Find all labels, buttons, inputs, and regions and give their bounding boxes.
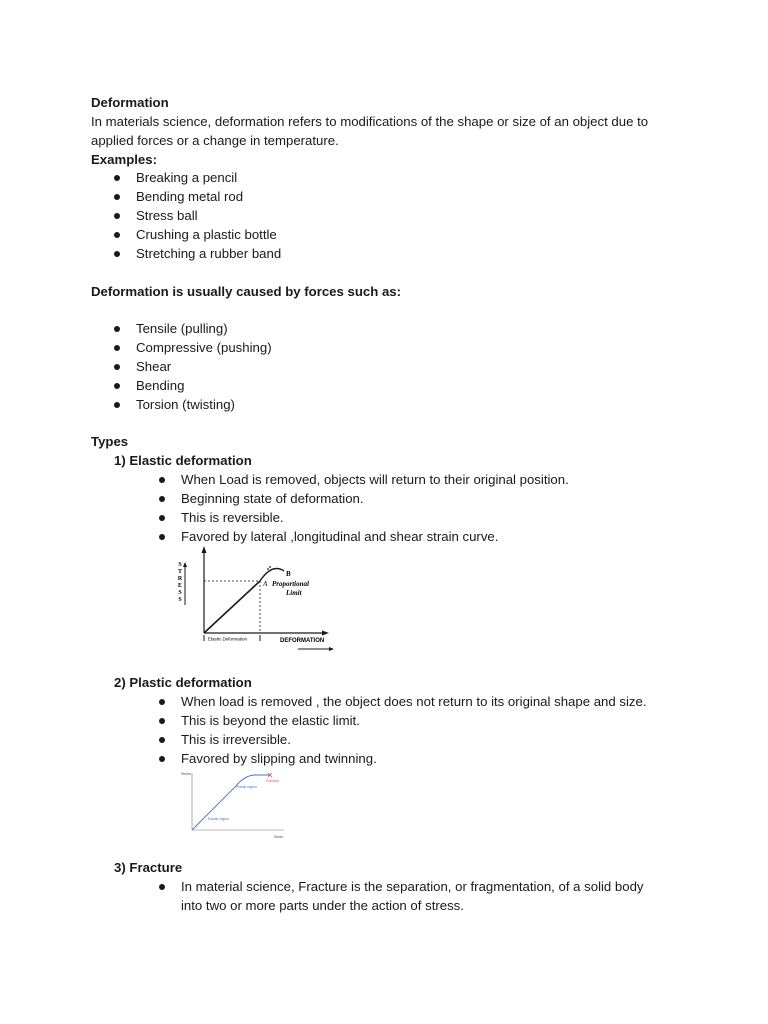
bullet-icon [114,326,120,332]
fracture-line-2: into two or more parts under the action of stress. [181,898,464,913]
curve-dot [267,568,269,570]
y-label-letter: E [177,583,183,589]
arrowhead-icon [329,647,334,651]
bullet-icon [159,534,165,540]
types-heading: Types [91,434,129,449]
proportional-label: Proportional [272,580,309,588]
bullet-icon [114,175,120,181]
deformation-heading: Deformation [91,95,169,110]
arrowhead-icon [322,631,329,636]
bullet-icon [114,383,120,389]
bullet-icon [114,213,120,219]
y-label-letter: R [177,576,183,582]
forces-heading: Deformation is usually caused by forces such as: [91,284,402,299]
stress-strain-curve [192,775,270,830]
document-page: Deformation In materials science, deformation refers to modifications of the shape or size of an object due to applied forces or a change in temperature. Examples: Breaking a pencil Bending metal rod Stress ball Crushing a plastic bottle Stretching a rubber band Deformation is usually caused by forces such as: Tensile (pulling) Compressive (pushing) Shear Bending Torsion (twisting) Types 1) Elastic deformation When Load is removed, objects will return to their original position. Beginning state of deformation. This is reversible. Favored by lateral ,longitudinal and shear strain curve. S T R E S S B A Proportional Limit Elastic Deformation DEFORMATION 2) Plastic deformation When load is removed , the object does not return to its original shape and size. This is beyond the elastic limit. This is irreversible. Favored by slipping and twinning. Stress Strain Fracture Plastic region Elastic region 3) Fracture In material science, Fracture is the separation, or fragmentation, of a solid body into two or more parts under the action of stress. [91,95,649,913]
x-axis-label: DEFORMATION [280,638,325,644]
elastic-region-label: Elastic region [208,817,230,821]
y-label-letter: S [178,590,182,596]
elastic-line [204,581,260,633]
bullet-icon [159,496,165,502]
plastic-region-label: Plastic region [236,785,258,789]
bullet-icon [114,232,120,238]
arrowhead-icon [183,562,187,567]
x-axis-label: Strain [274,835,284,839]
plastic-title: 2) Plastic deformation [114,675,252,690]
bullet-icon [159,756,165,762]
y-label-letter: T [177,569,183,575]
y-axis-label: Stress [181,772,191,776]
bullet-icon [159,884,165,890]
bullet-icon [114,194,120,200]
elastic-title: 1) Elastic deformation [114,453,252,468]
point-b-label: B [286,570,291,578]
bullet-icon [159,718,165,724]
point-a-label: A [263,580,268,588]
intro-line-1: In materials science, deformation refers to modifications of the shape or size of an object due to [91,114,649,129]
elastic-deformation-label: Elastic Deformation [208,636,248,642]
bullet-icon [114,364,120,370]
intro-line-2: applied forces or a change in temperature. [91,133,339,148]
fracture-title: 3) Fracture [114,860,183,875]
bullet-icon [114,345,120,351]
arrowhead-icon [202,546,207,553]
bullet-icon [114,402,120,408]
y-label-letter: S [178,562,182,568]
curve-dot [269,566,271,568]
plastic-deformation-figure [178,768,290,842]
examples-heading: Examples: [91,152,157,167]
bullet-icon [159,477,165,483]
bullet-icon [159,737,165,743]
bullet-icon [159,699,165,705]
limit-label: Limit [286,589,302,597]
y-label-letter: S [178,597,182,603]
fracture-label: Fracture [266,779,280,783]
elastic-deformation-figure [172,545,340,655]
bullet-icon [114,251,120,257]
bullet-icon [159,515,165,521]
